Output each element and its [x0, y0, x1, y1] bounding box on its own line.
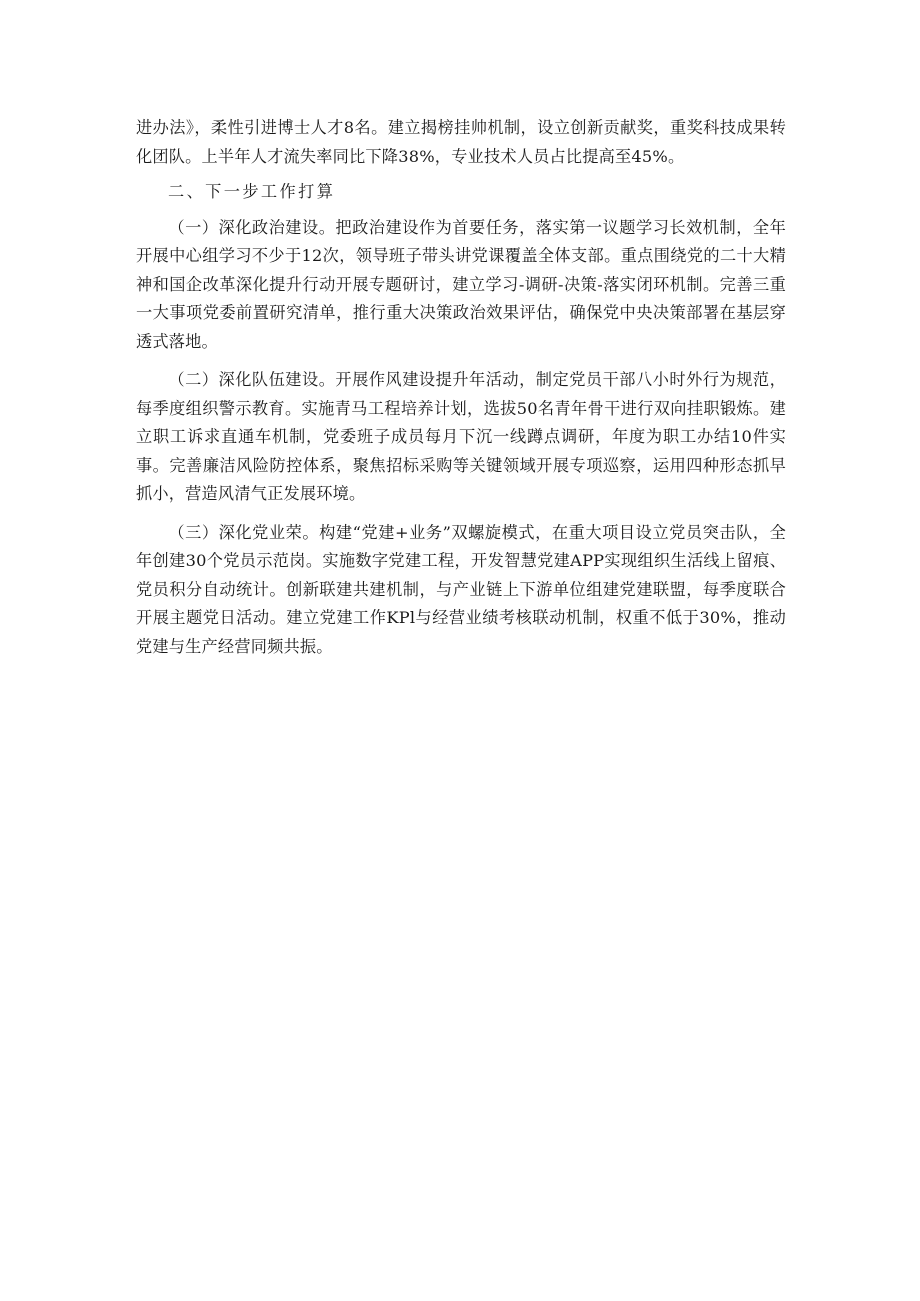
section-heading: 二、下一步工作打算 [168, 182, 336, 201]
continuation-paragraph: 进办法》，柔性引进博士人才8名。建立揭榜挂帅机制，设立创新贡献奖，重奖科技成果转化团队。上半年人才流失率同比下降38%，专业技术人员占比提高至45%。 [136, 118, 786, 166]
paragraph-political-building: （一）深化政治建设。把政治建设作为首要任务，落实第一议题学习长效机制，全年开展中心组学习不少于12次，领导班子带头讲党课覆盖全体支部。重点围绕党的二十大精神和国企改革深化提升行动开展专题研讨，建立学习-调研-决策-落实闭环机制。完善三重一大事项党委前置研究清单，推行重大决策政治效果评估，确保党中央决策部署在基层穿透式落地。 [136, 217, 786, 351]
document-page [136, 114, 786, 661]
paragraph-team-building: （二）深化队伍建设。开展作风建设提升年活动，制定党员干部八小时外行为规范，每季度组织警示教育。实施青马工程培养计划，选拔50名青年骨干进行双向挂职锻炼。建立职工诉求直通车机制，党委班子成员每月下沉一线蹲点调研，年度为职工办结10件实事。完善廉洁风险防控体系，聚焦招标采购等关键领域开展专项巡察，运用四种形态抓早抓小，营造风清气正发展环境。 [136, 370, 786, 503]
paragraph-party-business: （三）深化党业荣。构建“党建+业务”双螺旋模式，在重大项目设立党员突击队，全年创建30个党员示范岗。实施数字党建工程，开发智慧党建APP实现组织生活线上留痕、党员积分自动统计。创新联建共建机制，与产业链上下游单位组建党建联盟，每季度联合开展主题党日活动。建立党建工作KPl与经营业绩考核联动机制，权重不低于30%，推动党建与生产经营同频共振。 [136, 522, 786, 656]
